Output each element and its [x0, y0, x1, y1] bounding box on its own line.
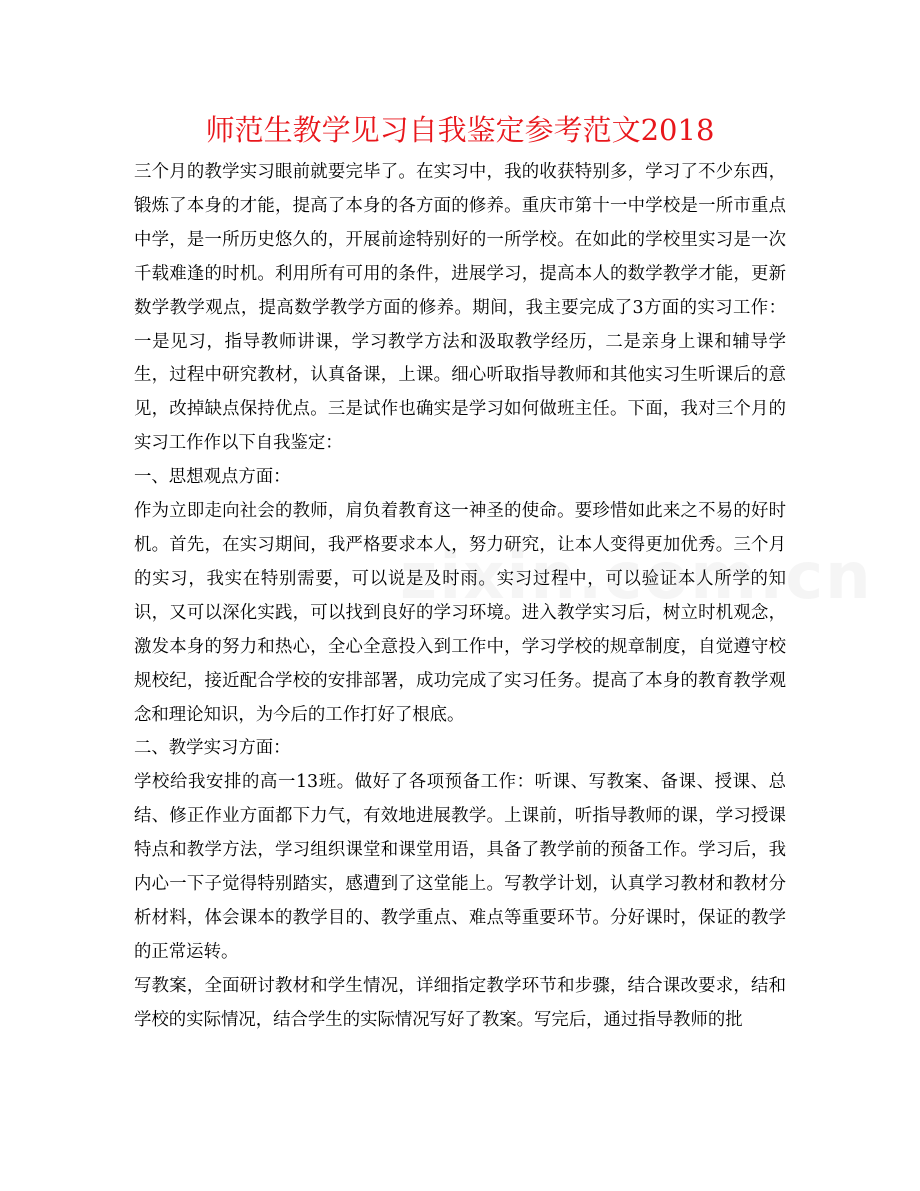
document-title: 师范生教学见习自我鉴定参考范文2018 — [205, 113, 715, 147]
section-heading-teaching: 二、教学实习方面： — [134, 738, 291, 759]
intro-paragraph: 三个月的教学实习眼前就要完毕了。在实习中，我的收获特别多，学习了不少东西，锻炼了本身的才能，提高了本身的各方面的修养。重庆市第十一中学校是一所市重点中学，是一所历史悠久的，开展前途特别好的一所学校。在如此的学校里实习是一次千载难逢的时机。利用所有可用的条件，进展学习，提高本人的数学教学才能，更新数学教学观点，提高数学教学方面的修养。期间，我主要完成了3方面的实习工作：一是见习，指导教师讲课，学习教学方法和汲取教学经历，二是亲身上课和辅导学生，过程中研究教材，认真备课，上课。细心听取指导教师和其他实习生听课后的意见，改掉缺点保持优点。三是试作也确实是学习如何做班主任。下面，我对三个月的实习工作作以下自我鉴定： — [134, 162, 786, 454]
section-heading-thought: 一、思想观点方面： — [134, 467, 291, 488]
document-body — [134, 156, 786, 1038]
section-paragraph-thought: 作为立即走向社会的教师，肩负着教育这一神圣的使命。要珍惜如此来之不易的好时机。首先，在实习期间，我严格要求本人，努力研究，让本人变得更加优秀。三个月的实习，我实在特别需要，可以说是及时雨。实习过程中，可以验证本人所学的知识，又可以深化实践，可以找到良好的学习环境。进入教学实习后，树立时机观念，激发本身的努力和热心，全心全意投入到工作中，学习学校的规章制度，自觉遵守校规校纪，接近配合学校的安排部署，成功完成了实习任务。提高了本身的教育教学观念和理论知识，为今后的工作打好了根底。 — [134, 501, 786, 725]
section-paragraph-teaching-1: 学校给我安排的高一13班。做好了各项预备工作：听课、写教案、备课、授课、总结、修正作业方面都下力气，有效地进展教学。上课前，听指导教师的课，学习授课特点和教学方法，学习组织课堂和课堂用语，具备了教学前的预备工作。学习后，我内心一下子觉得特别踏实，感遭到了这堂能上。写教学计划，认真学习教材和教材分析材料，体会课本的教学目的、教学重点、难点等重要环节。分好课时，保证的教学的正常运转。 — [134, 772, 786, 962]
section-paragraph-teaching-2: 写教案，全面研讨教材和学生情况，详细指定教学环节和步骤，结合课改要求，结和学校的实际情况，结合学生的实际情况写好了教案。写完后，通过指导教师的批 — [134, 975, 786, 1030]
